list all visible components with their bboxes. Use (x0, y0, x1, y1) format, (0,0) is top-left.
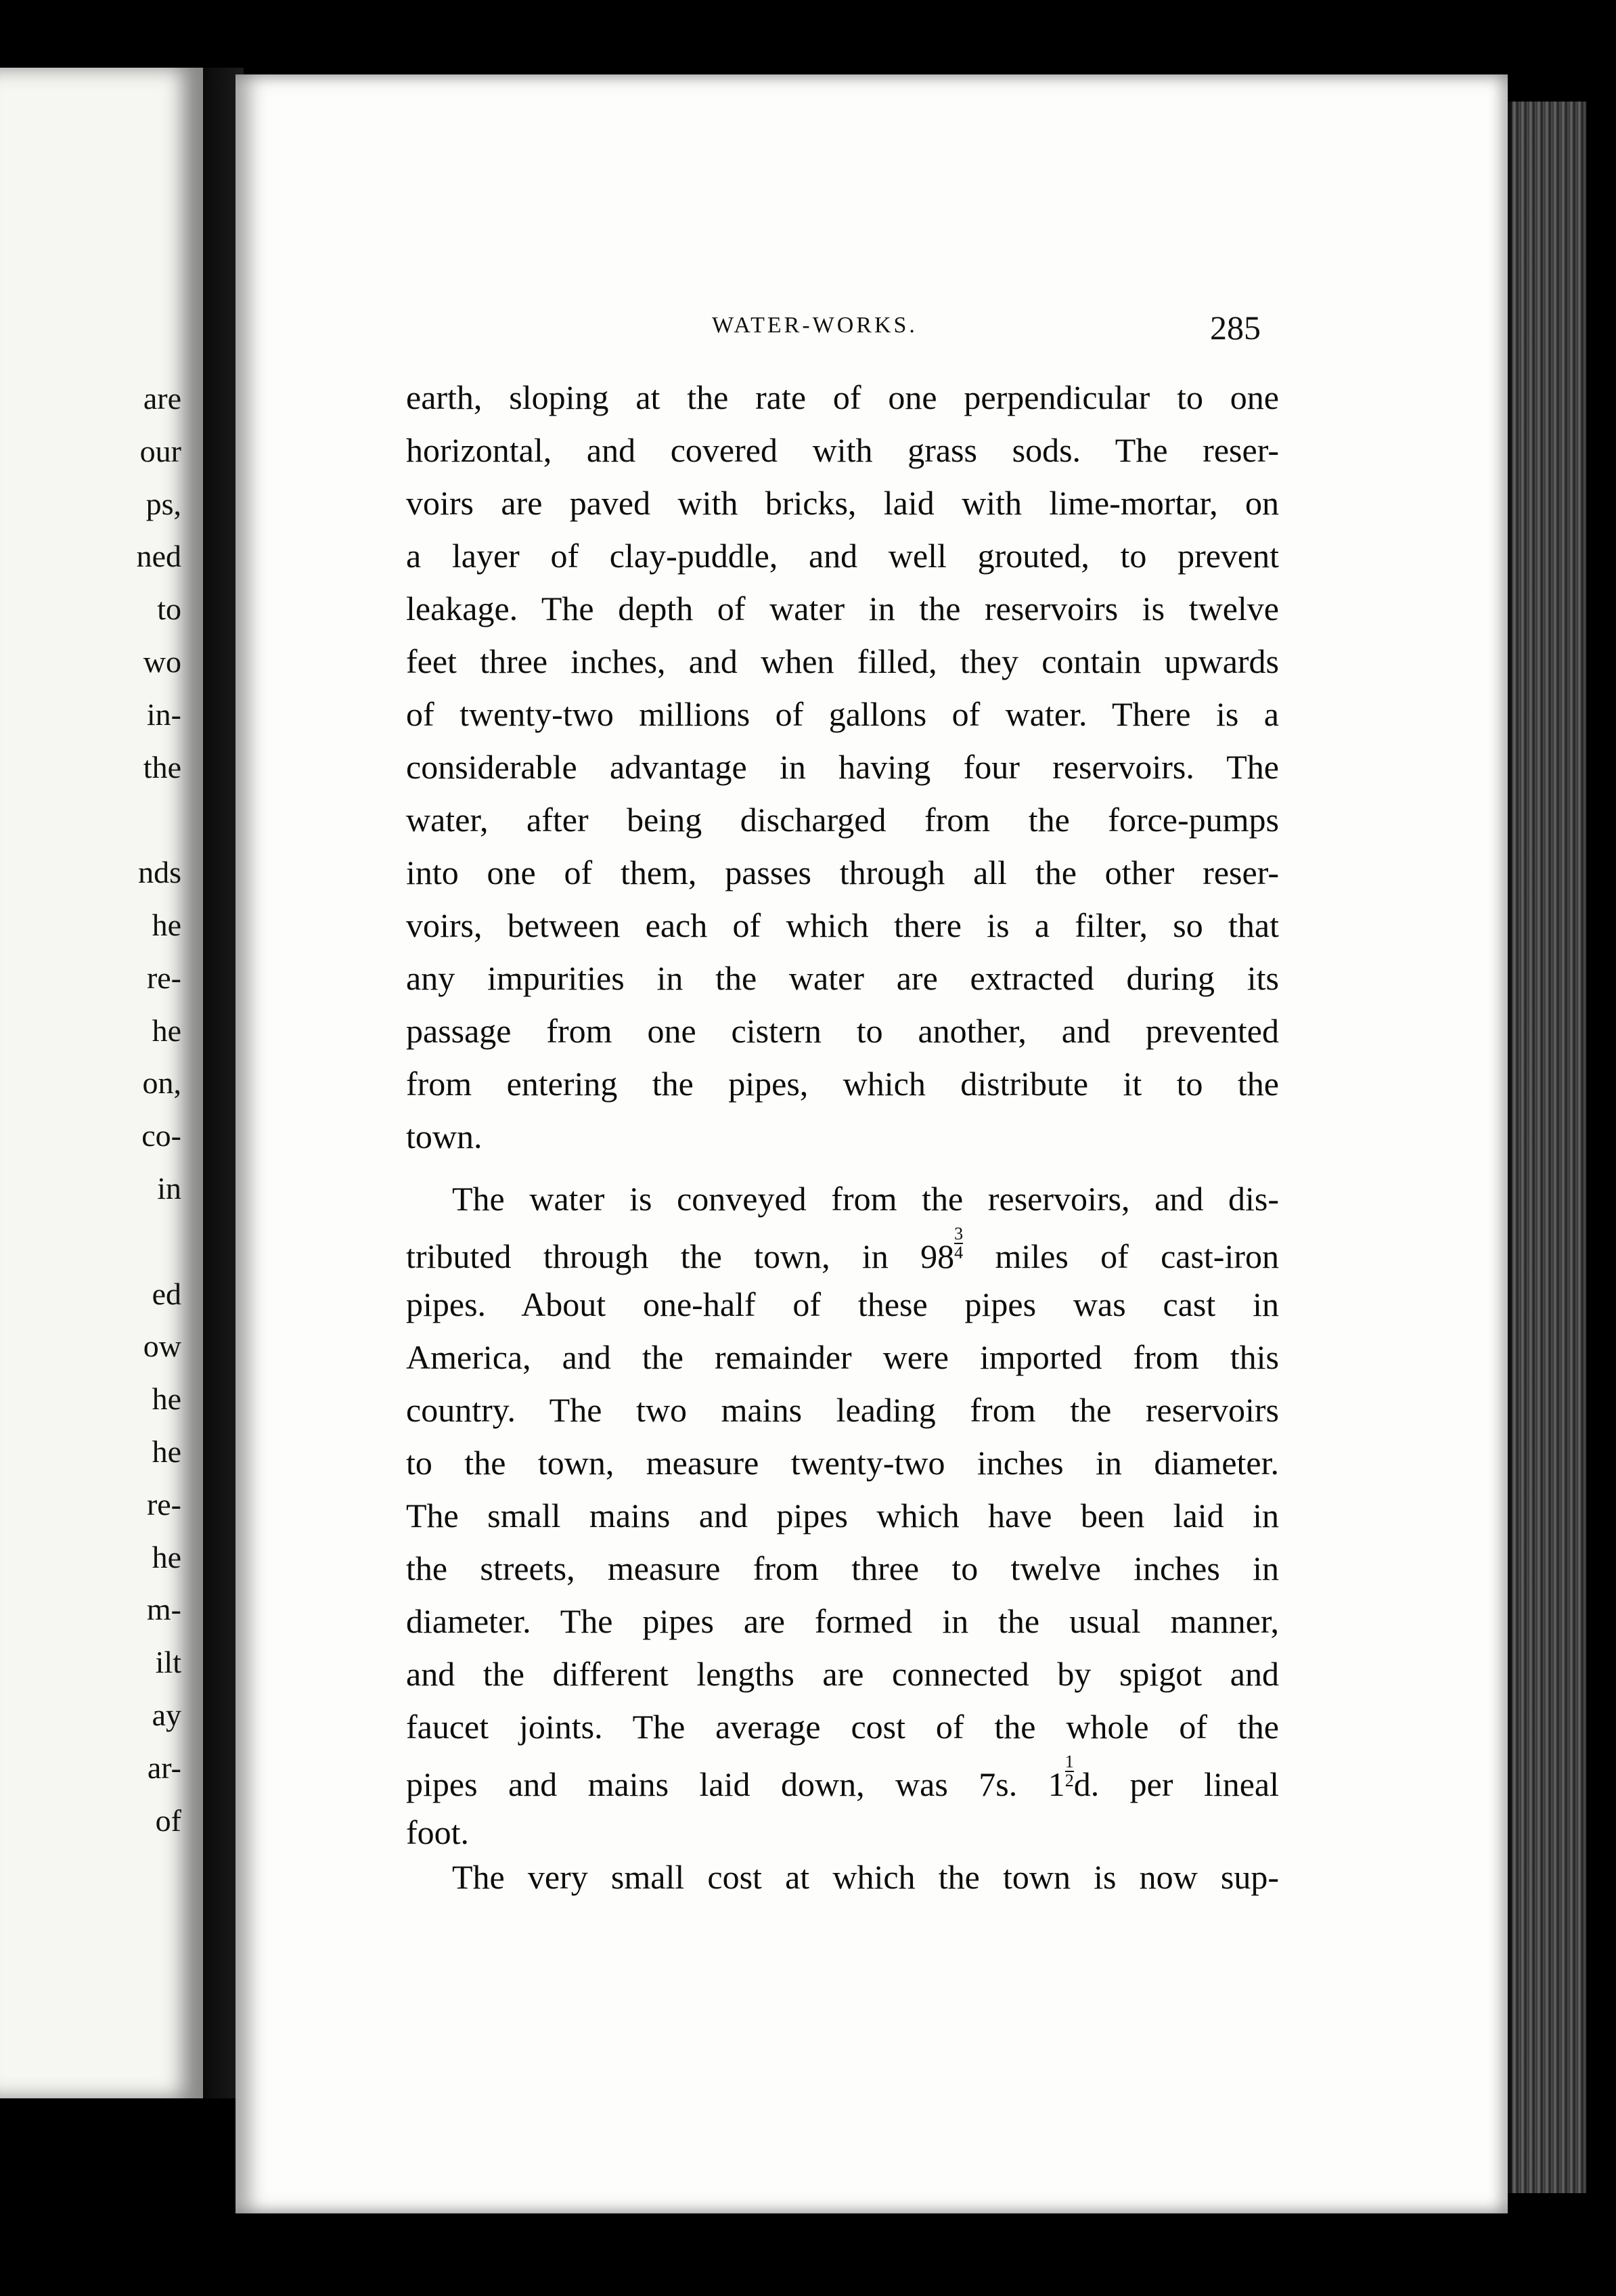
fraction-denominator: 2 (1064, 1771, 1074, 1790)
fraction-denominator: 4 (954, 1243, 964, 1262)
left-page-line-fragment: re- (146, 960, 181, 995)
text-line: town. (406, 1118, 482, 1155)
fraction-three-quarters (954, 1225, 963, 1262)
text-line: The very small cost at which the town is now sup- (452, 1858, 1279, 1896)
fraction-numerator: 3 (954, 1224, 964, 1243)
text-line: of twenty-two millions of gallons of water. There is a (406, 695, 1279, 733)
left-page-line-fragment: in (157, 1170, 181, 1206)
left-page-line-endings (46, 372, 181, 1847)
text-line: leakage. The depth of water in the reservoirs is twelve (406, 590, 1279, 627)
left-page-line-fragment: on, (142, 1065, 181, 1101)
left-page-line-fragment: he (152, 1434, 181, 1469)
text-line: country. The two mains leading from the reservoirs (406, 1391, 1279, 1429)
left-page-line-fragment: our (139, 433, 181, 468)
left-page-line-fragment: to (157, 592, 181, 627)
text-line-with-fraction (406, 1225, 1279, 1278)
left-page-line-fragment: he (152, 907, 181, 942)
running-head: WATER-WORKS. (712, 313, 918, 338)
text-line: any impurities in the water are extracted during its (406, 959, 1279, 997)
text-line: The water is conveyed from the reservoirs, and dis- (452, 1180, 1279, 1218)
left-page-line-fragment: he (152, 1382, 181, 1417)
text-line-with-fraction (406, 1753, 1279, 1806)
fraction-one-half (1065, 1753, 1074, 1790)
text-line: into one of them, passes through all the other reser- (406, 854, 1279, 891)
left-page-line-fragment: ilt (155, 1645, 181, 1680)
left-page-line-fragment: ar- (147, 1750, 181, 1785)
left-page-line-fragment: m- (146, 1592, 181, 1627)
text-line: horizontal, and covered with grass sods. The reser- (406, 431, 1279, 469)
text-line: America, and the remainder were imported from this (406, 1338, 1279, 1376)
text-line: foot. (406, 1813, 470, 1851)
left-page-line-fragment: in- (146, 697, 181, 732)
paragraph-2 (406, 1172, 1279, 1859)
text-line: voirs, between each of which there is a filter, so that (406, 906, 1279, 944)
fraction-numerator: 1 (1064, 1752, 1074, 1771)
left-page-line-fragment: ned (136, 539, 181, 574)
left-facing-page (0, 68, 210, 2098)
text-line: water, after being discharged from the force-pumps (406, 801, 1279, 839)
text-line: and the different lengths are connected by spigot and (406, 1655, 1279, 1693)
left-page-line-fragment: nds (138, 855, 181, 890)
text-line: faucet joints. The average cost of the whole of the (406, 1708, 1279, 1746)
text-line: pipes. About one-half of these pipes was cast in (406, 1285, 1279, 1323)
left-page-line-fragment (46, 1215, 181, 1268)
text-line: a layer of clay-puddle, and well grouted, to prevent (406, 537, 1279, 575)
left-page-line-fragment: he (152, 1013, 181, 1048)
text-line: earth, sloping at the rate of one perpendicular to one (406, 378, 1279, 416)
page-edges (1508, 102, 1586, 2193)
text-line: diameter. The pipes are formed in the usual manner, (406, 1602, 1279, 1640)
scan-top-border (0, 0, 1616, 74)
text-line: from entering the pipes, which distribute it to the (406, 1065, 1279, 1103)
paragraph-3 (406, 1851, 1279, 1903)
text-line: the streets, measure from three to twelve inches in (406, 1549, 1279, 1587)
text-segment: tributed through the town, in 98 (406, 1237, 955, 1275)
left-page-line-fragment: ed (152, 1276, 181, 1311)
text-segment: d. per lineal (1073, 1765, 1280, 1803)
paragraph-1 (406, 371, 1279, 1163)
page-number: 285 (1210, 309, 1261, 347)
text-line: voirs are paved with bricks, laid with lime-mortar, on (406, 484, 1279, 522)
left-page-line-fragment (46, 793, 181, 846)
left-page-line-fragment: ps, (145, 486, 181, 521)
left-page-line-fragment: he (152, 1539, 181, 1574)
left-page-line-fragment: re- (146, 1486, 181, 1522)
left-page-line-fragment: wo (143, 644, 181, 679)
left-page-line-fragment: ow (143, 1329, 181, 1364)
text-segment: miles of cast-iron (963, 1237, 1279, 1275)
left-page-line-fragment: are (143, 381, 181, 416)
text-line: considerable advantage in having four reservoirs. The (406, 748, 1279, 786)
left-page-line-fragment: the (143, 749, 181, 785)
text-line: feet three inches, and when filled, they contain upwards (406, 642, 1279, 680)
left-page-line-fragment: of (155, 1803, 181, 1838)
text-line: to the town, measure twenty-two inches in diameter. (406, 1444, 1279, 1482)
left-page-line-fragment: co- (141, 1118, 181, 1153)
left-page-line-fragment: ay (152, 1697, 181, 1732)
text-segment: pipes and mains laid down, was 7s. 1 (406, 1765, 1065, 1803)
text-line: The small mains and pipes which have been laid in (406, 1497, 1279, 1535)
text-line: passage from one cistern to another, and prevented (406, 1012, 1279, 1050)
